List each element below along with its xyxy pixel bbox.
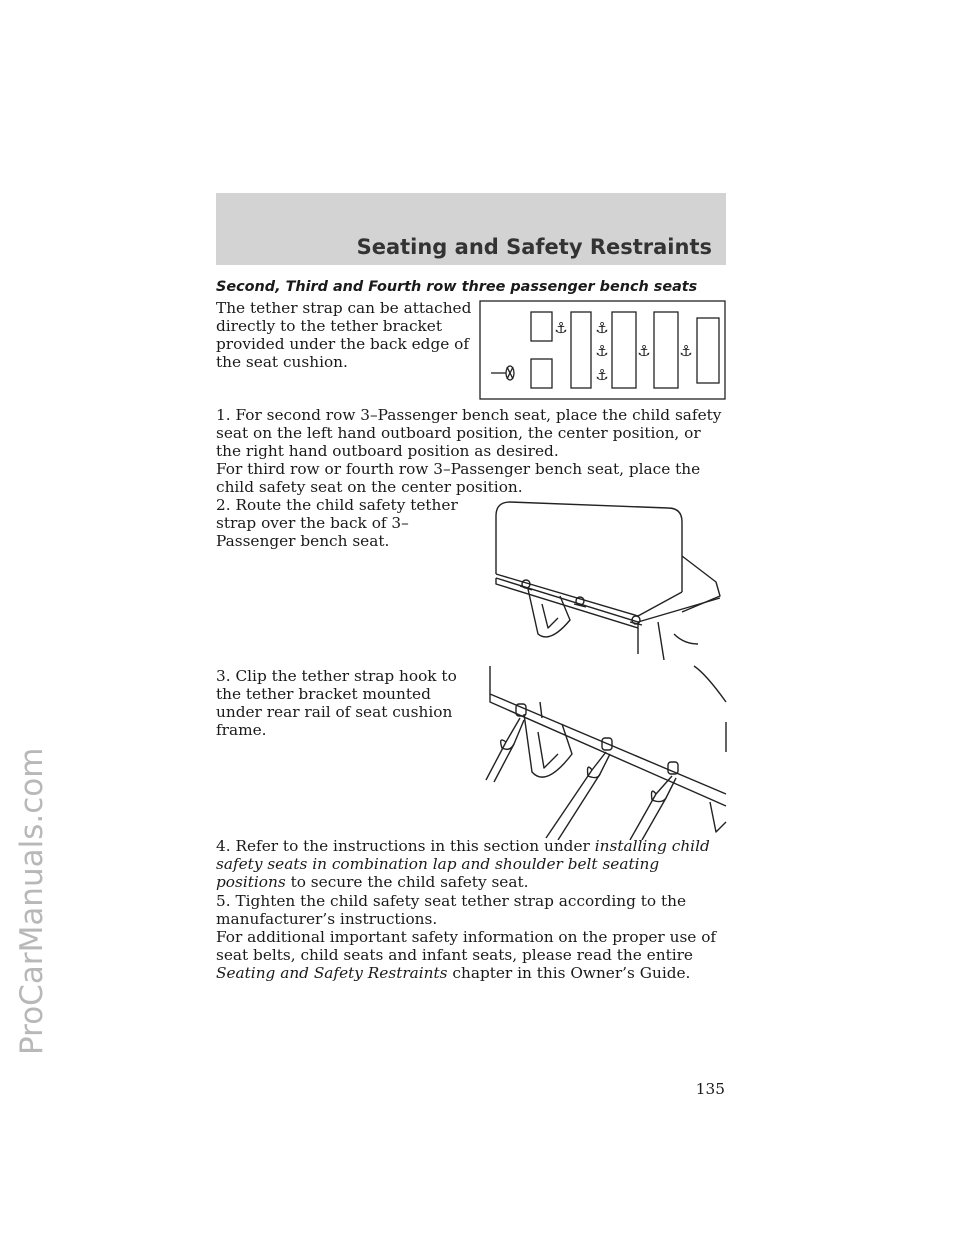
step-3: 3. Clip the tether strap hook to the tether bracket mounted under rear rail of seat cushion frame. bbox=[216, 667, 457, 739]
section-subtitle: Second, Third and Fourth row three passenger bench seats bbox=[216, 279, 698, 295]
svg-text:⚓: ⚓ bbox=[595, 342, 609, 360]
svg-text:⚓: ⚓ bbox=[554, 319, 568, 337]
step-4-text: 4. Refer to the instructions in this section under bbox=[216, 837, 590, 855]
svg-text:⚓: ⚓ bbox=[679, 342, 693, 360]
chapter-reference: Seating and Safety Restraints bbox=[216, 964, 448, 982]
svg-text:⚓: ⚓ bbox=[595, 366, 609, 384]
seat-layout-diagram bbox=[479, 300, 726, 400]
bench-seat-illustration bbox=[488, 494, 728, 660]
step-4 bbox=[216, 837, 728, 891]
step-2: 2. Route the child safety tether strap over the back of 3–Passenger bench seat. bbox=[216, 496, 458, 550]
page-number: 135 bbox=[695, 1080, 725, 1098]
final-paragraph bbox=[216, 928, 728, 982]
step-1: 1. For second row 3–Passenger bench seat, place the child safety seat on the left hand outboard position, the center position, or the right hand outboard position as desired. bbox=[216, 406, 722, 460]
step-5: 5. Tighten the child safety seat tether strap according to the manufacturer’s instructions. bbox=[216, 892, 686, 928]
step-4-text-end: to secure the child safety seat. bbox=[290, 873, 529, 891]
chapter-title: Seating and Safety Restraints bbox=[356, 235, 712, 259]
step-1b: For third row or fourth row 3–Passenger bench seat, place the child safety seat on the center position. bbox=[216, 460, 701, 496]
final-text-end: chapter in this Owner’s Guide. bbox=[452, 964, 691, 982]
final-text: For additional important safety information on the proper use of seat belts, child seats and infant seats, please read the entire bbox=[216, 928, 717, 964]
svg-text:⚓: ⚓ bbox=[595, 319, 609, 337]
intro-paragraph: The tether strap can be attached directly to the tether bracket provided under the back edge of the seat cushion. bbox=[216, 299, 472, 371]
tether-hook-illustration bbox=[480, 662, 728, 840]
watermark bbox=[8, 300, 52, 1060]
step-4-reference: installing child safety seats in combination lap and shoulder belt seating positions bbox=[216, 837, 710, 891]
svg-text:⚓: ⚓ bbox=[637, 342, 651, 360]
chapter-header bbox=[216, 193, 726, 265]
watermark-text: ProCarManuals.com bbox=[14, 747, 50, 1055]
